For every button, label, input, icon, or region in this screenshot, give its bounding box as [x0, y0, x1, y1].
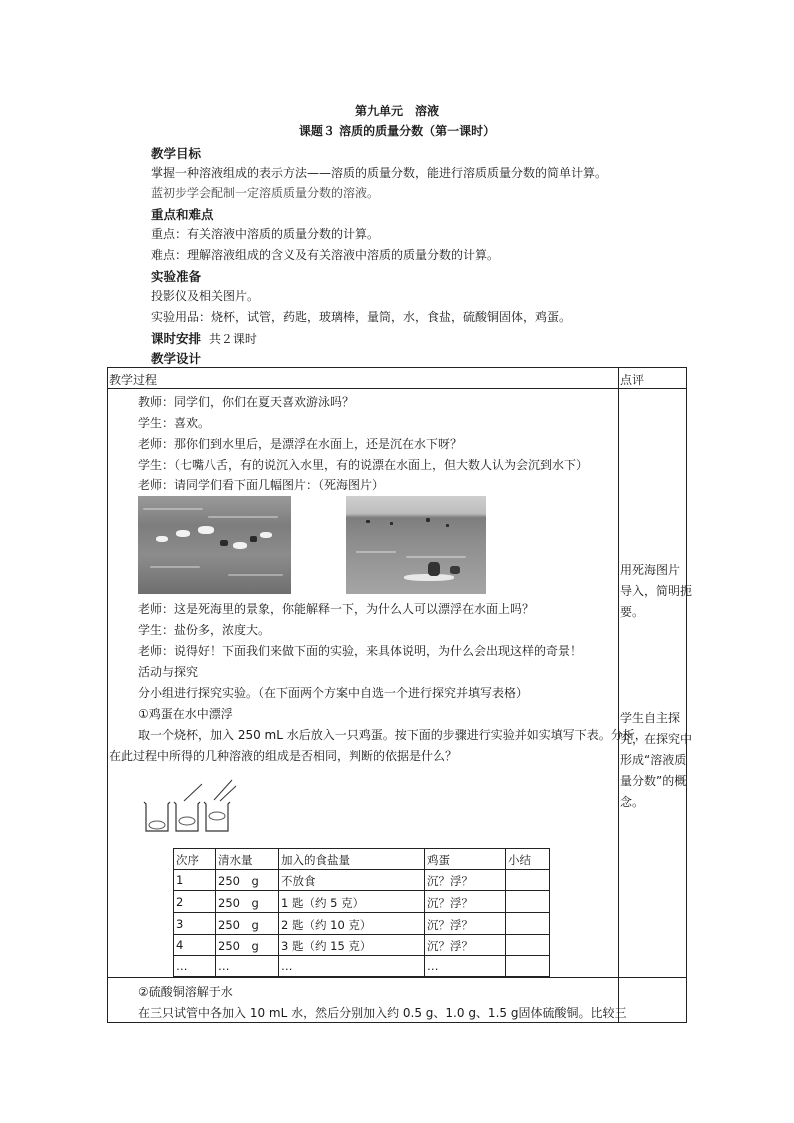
experiment-2-text: 在三只试管中各加入 10 mL 水，然后分别加入约 0.5 g、1.0 g、1.5 g固体硫酸铜。比较三: [138, 1006, 627, 1020]
design-heading: 教学设计: [151, 351, 202, 366]
comment-line: 用死海图片: [620, 563, 681, 577]
exp-header-salt: 加入的食盐量: [281, 853, 350, 867]
comment-line: 学生自主探: [620, 711, 681, 725]
dead-sea-photo-1: [138, 496, 291, 594]
exp-cell: 2: [176, 895, 184, 909]
goal-1: 掌握一种溶液组成的表示方法——溶质的质量分数，能进行溶质质量分数的简单计算。: [151, 166, 608, 180]
table-header-divider: [107, 388, 687, 389]
comment-line: 要。: [620, 605, 645, 619]
exp-cell: 沉？浮？: [427, 874, 473, 888]
comment-line: 形成“溶液质: [620, 753, 687, 767]
key-heading: 重点和难点: [151, 207, 214, 222]
exp-cell: 1: [176, 873, 184, 887]
exp-cell: 250 g: [218, 896, 259, 910]
table-border-top: [107, 367, 687, 368]
exp-cell: 沉？浮？: [427, 918, 473, 932]
exp-cell: 250 g: [218, 939, 259, 953]
dialogue-line: 老师：那你们到水里后，是漂浮在水面上，还是沉在水下呀？: [138, 437, 463, 451]
activity-heading: 活动与探究: [138, 665, 199, 679]
schedule-line: [151, 329, 257, 347]
prep-heading: 实验准备: [151, 269, 202, 284]
comment-line: 量分数”的概: [620, 774, 687, 788]
prep-2: 实验用品：烧杯，试管，药匙，玻璃棒，量筒，水，食盐，硫酸铜固体，鸡蛋。: [151, 310, 572, 324]
lesson-title: 课题３ 溶质的质量分数（第一课时）: [298, 124, 496, 138]
exp-cell: 3 匙（约 15 克）: [281, 939, 372, 953]
exp-cell: …: [218, 959, 230, 973]
goals-heading: 教学目标: [151, 146, 202, 161]
beaker-icon: [144, 802, 170, 831]
dialogue-line: 分小组进行探究实验。（在下面两个方案中自选一个进行探究并填写表格）: [138, 686, 529, 700]
comment-line: 导入，简明扼: [620, 584, 693, 598]
exp-header-water: 清水量: [218, 853, 253, 867]
col-comment-header: 点评: [620, 373, 645, 387]
exp-cell: 不放食: [281, 874, 316, 888]
exp-cell: 2 匙（约 10 克）: [281, 918, 372, 932]
schedule-text: 共２课时: [208, 332, 257, 346]
exp-cell: 沉？浮？: [427, 939, 473, 953]
table-row-divider: [107, 977, 687, 978]
experiment-1-title: ①鸡蛋在水中漂浮: [138, 707, 233, 721]
exp-header-egg: 鸡蛋: [427, 853, 450, 867]
unit-title: 第九单元 溶液: [354, 104, 439, 118]
prep-1: 投影仪及相关图片。: [151, 289, 260, 303]
beaker-icon: [204, 802, 230, 831]
exp-cell: 1 匙（约 5 克）: [281, 896, 365, 910]
exp-header-summary: 小结: [508, 853, 531, 867]
dialogue-line: 教师：同学们，你们在夏天喜欢游泳吗？: [138, 395, 355, 409]
dialogue-line: 学生：盐份多，浓度大。: [138, 623, 271, 637]
difficulty: 难点：理解溶液组成的含义及有关溶液中溶质的质量分数的计算。: [151, 248, 500, 262]
comment-line: 念。: [620, 795, 645, 809]
beakers-illustration: [140, 776, 240, 836]
exp-cell: 沉？浮？: [427, 896, 473, 910]
dead-sea-photo-2: [346, 496, 486, 594]
goal-2: 蓝初步学会配制一定溶质质量分数的溶液。: [151, 186, 380, 200]
dialogue-line: 学生：（七嘴八舌，有的说沉入水里，有的说漂在水面上，但大数人认为会沉到水下）: [138, 458, 589, 472]
exp-cell: …: [176, 959, 188, 973]
exp-cell: 4: [176, 938, 184, 952]
exp-header-order: 次序: [176, 853, 199, 867]
exp-cell: 250 g: [218, 874, 259, 888]
table-border-bottom: [107, 1022, 687, 1023]
comment-line: 究，在探究中: [620, 732, 693, 746]
exp-cell: …: [281, 959, 293, 973]
dialogue-line: 老师：说得好！下面我们来做下面的实验，来具体说明，为什么会出现这样的奇景！: [138, 644, 583, 658]
exp-cell: 250 g: [218, 918, 259, 932]
experiment-2-title: ②硫酸铜溶解于水: [138, 985, 233, 999]
dialogue-line: 老师：请同学们看下面几幅图片：（死海图片）: [138, 478, 385, 492]
exp-cell: 3: [176, 917, 184, 931]
key-point: 重点：有关溶液中溶质的质量分数的计算。: [151, 227, 380, 241]
col-process-header: 教学过程: [109, 373, 158, 387]
exp-cell: …: [427, 959, 439, 973]
table-border-right: [686, 367, 687, 1023]
dialogue-line: 学生：喜欢。: [138, 416, 211, 430]
table-column-divider: [618, 367, 619, 1023]
experiment-1-text: 取一个烧杯，加入 250 mL 水后放入一只鸡蛋。按下面的步骤进行实验并如实填写下表。分析，: [138, 728, 647, 742]
table-border-left: [107, 367, 108, 1023]
schedule-heading: 课时安排: [151, 331, 202, 346]
dialogue-line: 老师：这是死海里的景象，你能解释一下，为什么人可以漂浮在水面上吗？: [138, 602, 535, 616]
experiment-1-text: 在此过程中所得的几种溶液的组成是否相同，判断的依据是什么？: [109, 749, 458, 763]
